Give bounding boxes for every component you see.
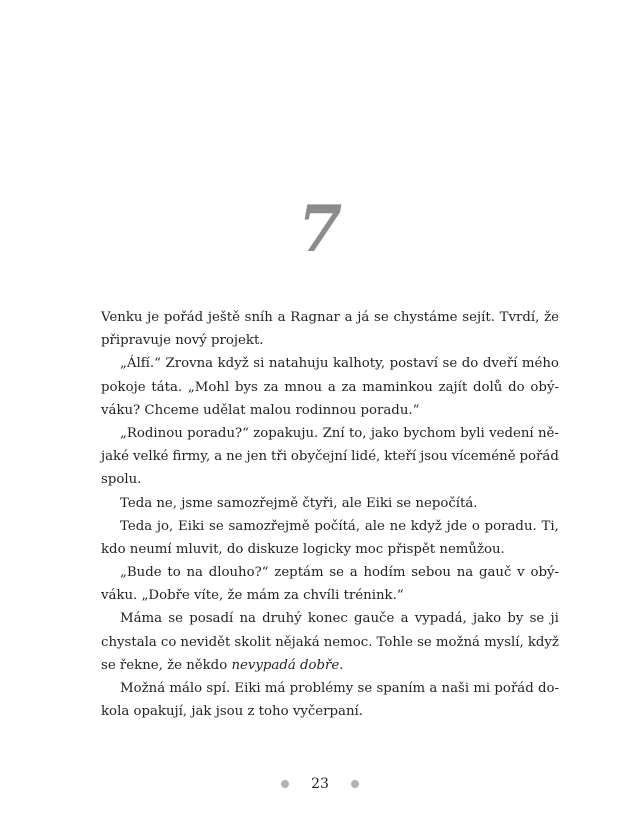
word: „Álfí.“ <box>120 356 161 372</box>
word: poradu. <box>484 518 537 534</box>
word: ne <box>226 449 243 465</box>
word: postaví <box>389 356 439 372</box>
line-text: kola opakují, jak jsou z toho vyčerpaní. <box>101 704 363 720</box>
word: jo, <box>156 518 174 534</box>
word: a <box>400 611 409 627</box>
word: se <box>374 310 389 325</box>
word: sníh <box>244 310 273 325</box>
word: a <box>214 449 223 465</box>
word: pořád <box>519 449 559 465</box>
word: do <box>508 379 525 395</box>
word: ještě <box>207 310 240 325</box>
word: a <box>277 310 286 325</box>
paragraph <box>101 492 559 515</box>
word: se <box>442 356 458 372</box>
word: Možná <box>120 681 166 696</box>
word: dlouho?“ <box>208 565 269 581</box>
word: v <box>517 565 525 581</box>
word: gauč <box>478 565 512 581</box>
word: Eiki <box>234 681 261 696</box>
word: když <box>217 356 249 372</box>
word: Ragnar <box>290 310 340 325</box>
word: by <box>507 611 524 627</box>
word: pořád <box>494 681 534 696</box>
word: velké <box>132 449 169 465</box>
word: Ti, <box>541 518 559 534</box>
word: a <box>344 310 353 325</box>
word: zopakuju. <box>253 425 319 441</box>
text-line <box>101 561 559 584</box>
word: pořád <box>163 310 204 325</box>
word: obyčejní <box>290 449 348 465</box>
word: samozřejmě <box>228 518 310 534</box>
text-line <box>101 352 559 375</box>
line-text: se řekne, že někdo <box>101 657 232 673</box>
word: se <box>417 634 432 650</box>
page-number: 23 <box>311 776 329 792</box>
word: víceméně <box>451 449 516 465</box>
word: málo <box>169 681 203 696</box>
word: jen <box>246 449 268 465</box>
paragraph <box>101 561 559 607</box>
word: počítá, <box>314 518 361 534</box>
word: konec <box>307 611 348 627</box>
word: Tohle <box>376 634 414 650</box>
line-text: připravuje nový projekt. <box>101 333 264 349</box>
text-line <box>101 607 559 630</box>
word: já <box>357 310 370 325</box>
paragraph <box>101 352 559 422</box>
word: možná <box>435 634 480 650</box>
word: na <box>456 565 474 581</box>
word: gauče <box>354 611 395 627</box>
word: že <box>544 310 559 325</box>
word: pokoje <box>101 379 146 395</box>
word: na <box>186 565 203 581</box>
word: dolů <box>473 379 503 395</box>
word: když <box>410 518 442 534</box>
word: chystáme <box>393 310 458 325</box>
word: spaním <box>376 681 426 696</box>
word: a <box>349 565 358 581</box>
text-line <box>101 306 559 329</box>
word: sejít. <box>462 310 495 325</box>
text-line <box>101 376 559 399</box>
word: skolit <box>234 634 272 650</box>
word: problémy <box>289 681 354 696</box>
page-footer <box>0 774 640 794</box>
word: když <box>527 634 559 650</box>
bullet-dot-left <box>281 780 289 788</box>
word: Venku <box>101 310 143 325</box>
word: poradu?“ <box>187 425 249 441</box>
word: jako <box>370 425 399 441</box>
word: se <box>357 681 373 696</box>
word: kalhoty, <box>332 356 386 372</box>
chapter-number: 7 <box>291 192 349 267</box>
text-line <box>101 515 559 538</box>
line-text: kdo neumí mluvit, do diskuze logicky moc přispět nemůžou. <box>101 541 505 557</box>
word: mi <box>473 681 491 696</box>
word: posadí <box>189 611 234 627</box>
word: do- <box>537 681 559 696</box>
paragraph <box>101 422 559 492</box>
word: Teda <box>120 518 153 534</box>
word: za <box>263 379 279 395</box>
text-line <box>101 468 559 491</box>
word: „Bude <box>120 565 162 581</box>
word: je <box>147 310 160 325</box>
paragraph <box>101 306 559 352</box>
word: mnou <box>284 379 323 395</box>
word: tři <box>271 449 287 465</box>
bullet-dot-right <box>351 780 359 788</box>
word: jde <box>446 518 468 534</box>
word: Zní <box>322 425 345 441</box>
word: ale <box>364 518 385 534</box>
paragraph <box>101 677 559 723</box>
line-text: váku? Chceme udělat malou rodinnou poradu.“ <box>101 402 420 418</box>
word: má <box>264 681 286 696</box>
text-line <box>101 422 559 445</box>
word: Tvrdí, <box>499 310 540 325</box>
text-line <box>101 631 559 654</box>
text-line <box>101 677 559 700</box>
word: hodím <box>363 565 406 581</box>
word: se <box>168 611 183 627</box>
word: „Rodinou <box>120 425 183 441</box>
word: co <box>160 634 177 650</box>
text-line <box>101 584 559 607</box>
word: a <box>327 379 336 395</box>
text-line <box>101 329 559 352</box>
word: chystala <box>101 634 157 650</box>
word: vedení <box>489 425 534 441</box>
word: a <box>429 681 438 696</box>
word: firmy, <box>172 449 211 465</box>
word: jsou <box>420 449 448 465</box>
word: se <box>529 611 545 627</box>
emphasis-text: nevypadá dobře. <box>231 657 344 673</box>
word: sebou <box>411 565 451 581</box>
word: táta. <box>151 379 183 395</box>
word: bychom <box>403 425 456 441</box>
word: zeptám <box>274 565 324 581</box>
body-text <box>101 306 559 723</box>
word: vypadá, <box>414 611 467 627</box>
word: dveří <box>482 356 518 372</box>
word: si <box>253 356 265 372</box>
word: se <box>209 518 224 534</box>
word: na <box>239 611 256 627</box>
text-line <box>101 492 559 515</box>
word: naši <box>441 681 470 696</box>
word: obý- <box>530 379 559 395</box>
word: Máma <box>120 611 163 627</box>
word: druhý <box>262 611 302 627</box>
word: se <box>329 565 345 581</box>
text-line <box>101 700 559 723</box>
line-text: Teda ne, jsme samozřejmě čtyři, ale Eiki se nepočítá. <box>120 495 478 511</box>
word: jaké <box>101 449 129 465</box>
text-line <box>101 445 559 468</box>
line-text: váku. „Dobře víte, že mám za chvíli trénink.“ <box>101 588 404 604</box>
text-line <box>101 538 559 561</box>
word: za <box>341 379 357 395</box>
word: do <box>461 356 479 372</box>
word: spí. <box>206 681 231 696</box>
word: nějaká <box>275 634 320 650</box>
word: ne <box>389 518 407 534</box>
line-text: spolu. <box>101 472 142 488</box>
word: ji <box>550 611 559 627</box>
word: obý- <box>530 565 559 581</box>
text-line <box>101 654 559 677</box>
word: myslí, <box>484 634 524 650</box>
word: natahuju <box>268 356 329 372</box>
word: „Mohl <box>187 379 230 395</box>
word: lidé, <box>351 449 381 465</box>
word: nemoc. <box>323 634 373 650</box>
word: to, <box>348 425 367 441</box>
word: o <box>471 518 480 534</box>
word: nevidět <box>180 634 231 650</box>
word: Eiki <box>177 518 205 534</box>
word: to <box>167 565 181 581</box>
word: zajít <box>438 379 468 395</box>
word: Zrovna <box>165 356 214 372</box>
word: maminkou <box>362 379 433 395</box>
paragraph <box>101 515 559 561</box>
word: ně- <box>537 425 559 441</box>
text-line <box>101 399 559 422</box>
word: jako <box>473 611 502 627</box>
word: kteří <box>384 449 417 465</box>
word: bys <box>234 379 258 395</box>
word: byli <box>460 425 485 441</box>
word: mého <box>521 356 559 372</box>
paragraph <box>101 607 559 677</box>
